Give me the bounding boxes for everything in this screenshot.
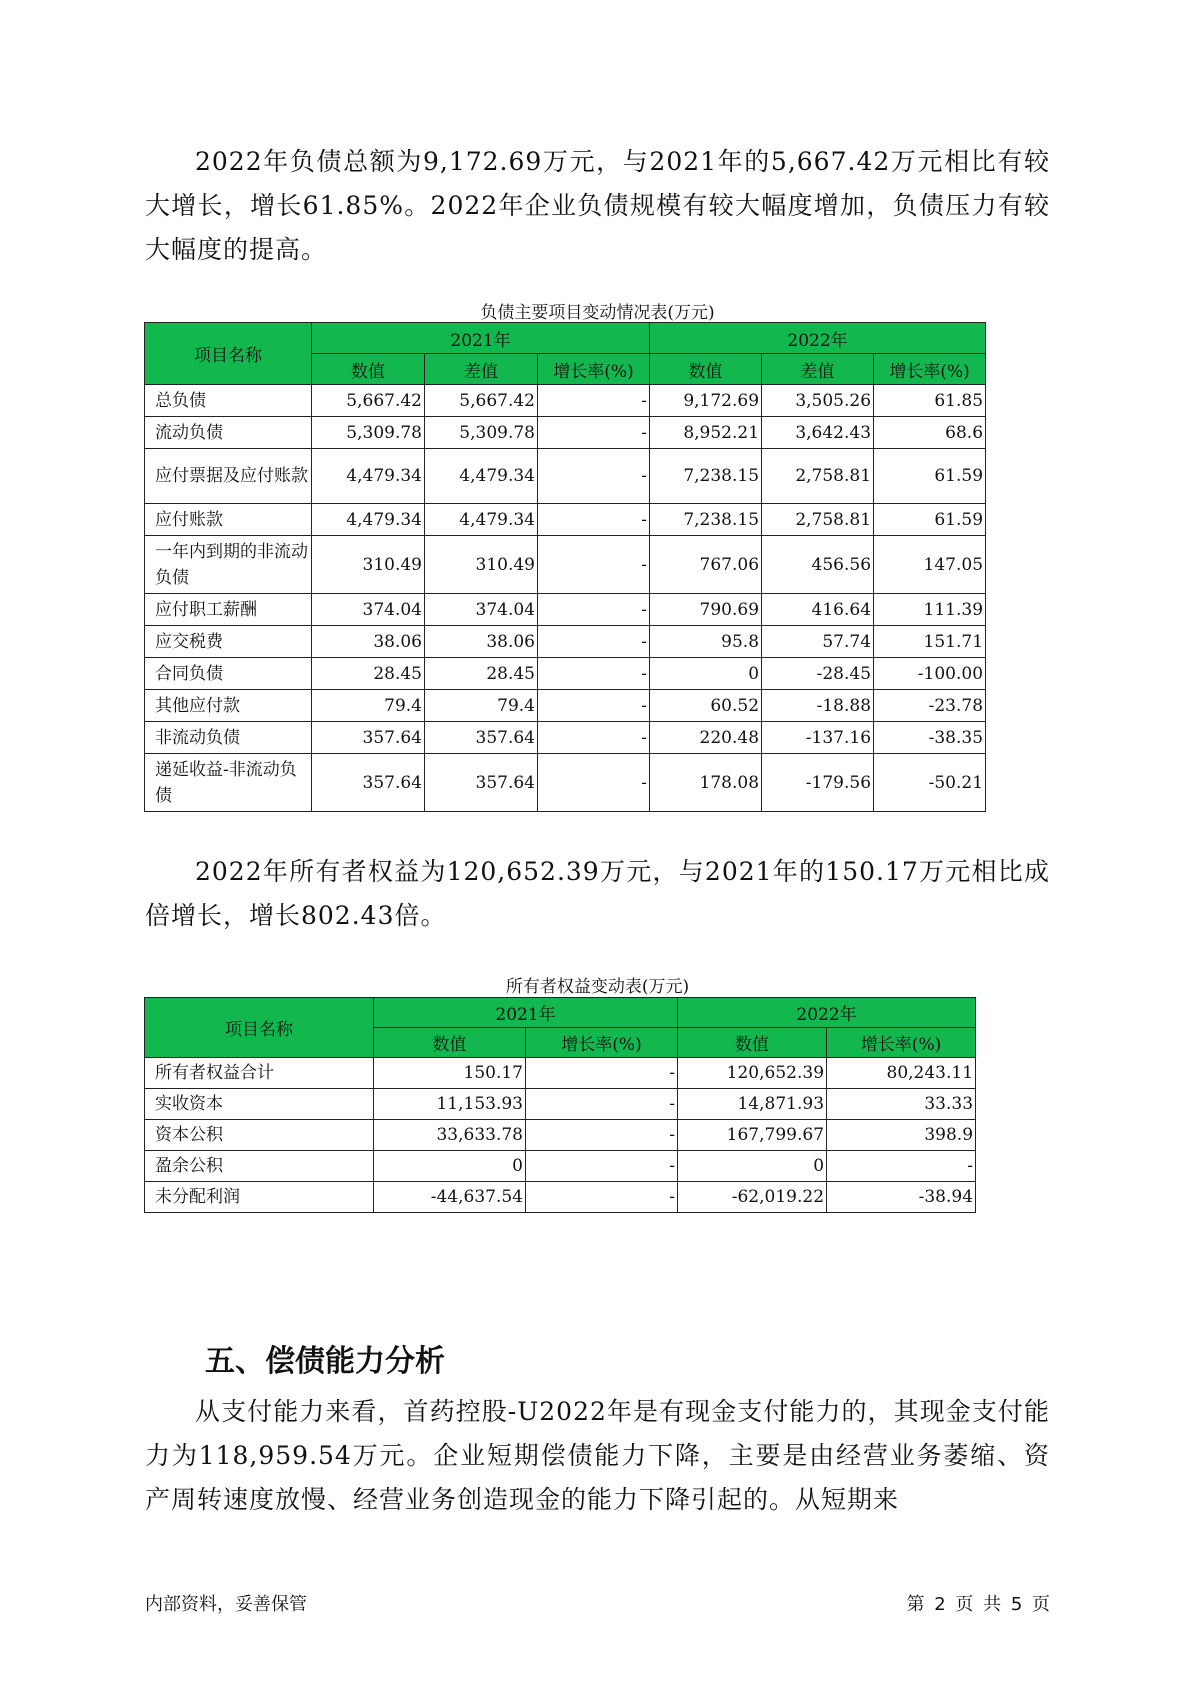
value-2022: 60.52 bbox=[650, 690, 762, 722]
value-2022: 8,952.21 bbox=[650, 417, 762, 449]
row-name: 总负债 bbox=[145, 385, 312, 417]
diff-2022: 3,642.43 bbox=[762, 417, 874, 449]
header-rate: 增长率(%) bbox=[874, 354, 986, 385]
diff-2021: 38.06 bbox=[425, 626, 538, 658]
value-2022: 14,871.93 bbox=[678, 1089, 827, 1120]
value-2022: -62,019.22 bbox=[678, 1182, 827, 1213]
table-row bbox=[145, 594, 986, 626]
header-value: 数值 bbox=[678, 1028, 827, 1058]
value-2022: 120,652.39 bbox=[678, 1058, 827, 1089]
paragraph-solvency: 从支付能力来看，首药控股-U2022年是有现金支付能力的，其现金支付能力为118,959.54万元。企业短期偿债能力下降，主要是由经营业务萎缩、资产周转速度放慢、经营业务创造现金的能力下降引起的。从短期来 bbox=[145, 1397, 1050, 1514]
row-name: 合同负债 bbox=[145, 658, 312, 690]
diff-2021: 357.64 bbox=[425, 754, 538, 812]
rate-2022: -100.00 bbox=[874, 658, 986, 690]
value-2022: 220.48 bbox=[650, 722, 762, 754]
table-row bbox=[145, 417, 986, 449]
rate-2022: -50.21 bbox=[874, 754, 986, 812]
rate-2022: 33.33 bbox=[827, 1089, 976, 1120]
row-name: 应付账款 bbox=[145, 504, 312, 536]
rate-2021: - bbox=[538, 754, 650, 812]
equity-table bbox=[144, 997, 976, 1213]
paragraph-equity: 2022年所有者权益为120,652.39万元，与2021年的150.17万元相比成倍增长，增长802.43倍。 bbox=[145, 857, 1050, 930]
value-2021: 79.4 bbox=[312, 690, 425, 722]
value-2021: 310.49 bbox=[312, 536, 425, 594]
row-name: 其他应付款 bbox=[145, 690, 312, 722]
rate-2022: 61.59 bbox=[874, 449, 986, 504]
row-name: 递延收益-非流动负债 bbox=[145, 754, 312, 812]
diff-2022: -179.56 bbox=[762, 754, 874, 812]
diff-2022: 416.64 bbox=[762, 594, 874, 626]
diff-2022: -137.16 bbox=[762, 722, 874, 754]
diff-2022: 456.56 bbox=[762, 536, 874, 594]
rate-2021: - bbox=[538, 722, 650, 754]
value-2021: 5,309.78 bbox=[312, 417, 425, 449]
header-rate: 增长率(%) bbox=[526, 1028, 678, 1058]
value-2021: 38.06 bbox=[312, 626, 425, 658]
value-2021: -44,637.54 bbox=[374, 1182, 526, 1213]
value-2021: 33,633.78 bbox=[374, 1120, 526, 1151]
rate-2022: 111.39 bbox=[874, 594, 986, 626]
rate-2022: 398.9 bbox=[827, 1120, 976, 1151]
table-row bbox=[145, 1151, 976, 1182]
diff-2022: 57.74 bbox=[762, 626, 874, 658]
table-row bbox=[145, 1182, 976, 1213]
table-row bbox=[145, 385, 986, 417]
diff-2021: 4,479.34 bbox=[425, 504, 538, 536]
row-name: 应交税费 bbox=[145, 626, 312, 658]
rate-2021: - bbox=[538, 449, 650, 504]
table-row bbox=[145, 722, 986, 754]
table2-caption: 所有者权益变动表(万元) bbox=[505, 977, 690, 997]
rate-2021: - bbox=[538, 658, 650, 690]
diff-2022: 2,758.81 bbox=[762, 504, 874, 536]
value-2022: 0 bbox=[650, 658, 762, 690]
value-2022: 9,172.69 bbox=[650, 385, 762, 417]
rate-2022: -38.35 bbox=[874, 722, 986, 754]
header-value: 数值 bbox=[312, 354, 425, 385]
rate-2021: - bbox=[538, 417, 650, 449]
value-2022: 790.69 bbox=[650, 594, 762, 626]
header-value: 数值 bbox=[650, 354, 762, 385]
value-2022: 167,799.67 bbox=[678, 1120, 827, 1151]
diff-2021: 5,309.78 bbox=[425, 417, 538, 449]
footer-note: 内部资料，妥善保管 bbox=[145, 1594, 307, 1615]
diff-2021: 79.4 bbox=[425, 690, 538, 722]
value-2022: 178.08 bbox=[650, 754, 762, 812]
value-2022: 7,238.15 bbox=[650, 449, 762, 504]
row-name: 流动负债 bbox=[145, 417, 312, 449]
rate-2021: - bbox=[538, 594, 650, 626]
diff-2021: 357.64 bbox=[425, 722, 538, 754]
rate-2022: 61.85 bbox=[874, 385, 986, 417]
liabilities-table bbox=[144, 322, 986, 812]
rate-2022: - bbox=[827, 1151, 976, 1182]
value-2021: 4,479.34 bbox=[312, 504, 425, 536]
header-diff: 差值 bbox=[762, 354, 874, 385]
row-name: 所有者权益合计 bbox=[145, 1058, 374, 1089]
table-row bbox=[145, 1089, 976, 1120]
diff-2021: 4,479.34 bbox=[425, 449, 538, 504]
table-row bbox=[145, 449, 986, 504]
header-rate: 增长率(%) bbox=[538, 354, 650, 385]
table-row bbox=[145, 1120, 976, 1151]
rate-2021: - bbox=[526, 1151, 678, 1182]
header-year-2021: 2021年 bbox=[312, 323, 650, 354]
rate-2022: 68.6 bbox=[874, 417, 986, 449]
header-item-name: 项目名称 bbox=[145, 323, 312, 385]
rate-2022: -38.94 bbox=[827, 1182, 976, 1213]
header-diff: 差值 bbox=[425, 354, 538, 385]
value-2021: 28.45 bbox=[312, 658, 425, 690]
value-2021: 11,153.93 bbox=[374, 1089, 526, 1120]
table-row bbox=[145, 658, 986, 690]
value-2021: 5,667.42 bbox=[312, 385, 425, 417]
header-value: 数值 bbox=[374, 1028, 526, 1058]
paragraph-liabilities: 2022年负债总额为9,172.69万元，与2021年的5,667.42万元相比有较大增长，增长61.85%。2022年企业负债规模有较大幅度增加，负债压力有较大幅度的提高。 bbox=[145, 147, 1050, 264]
header-rate: 增长率(%) bbox=[827, 1028, 976, 1058]
rate-2021: - bbox=[526, 1120, 678, 1151]
rate-2022: 151.71 bbox=[874, 626, 986, 658]
diff-2022: -18.88 bbox=[762, 690, 874, 722]
rate-2021: - bbox=[538, 690, 650, 722]
section-title: 五、偿债能力分析 bbox=[205, 1344, 445, 1379]
table-row bbox=[145, 754, 986, 812]
row-name: 一年内到期的非流动负债 bbox=[145, 536, 312, 594]
value-2021: 357.64 bbox=[312, 722, 425, 754]
table-row bbox=[145, 504, 986, 536]
rate-2021: - bbox=[526, 1182, 678, 1213]
value-2022: 95.8 bbox=[650, 626, 762, 658]
header-year-2021: 2021年 bbox=[374, 998, 678, 1028]
value-2022: 7,238.15 bbox=[650, 504, 762, 536]
row-name: 未分配利润 bbox=[145, 1182, 374, 1213]
rate-2021: - bbox=[538, 536, 650, 594]
diff-2022: -28.45 bbox=[762, 658, 874, 690]
value-2021: 374.04 bbox=[312, 594, 425, 626]
value-2021: 357.64 bbox=[312, 754, 425, 812]
row-name: 盈余公积 bbox=[145, 1151, 374, 1182]
diff-2021: 374.04 bbox=[425, 594, 538, 626]
row-name: 非流动负债 bbox=[145, 722, 312, 754]
table-row bbox=[145, 536, 986, 594]
value-2021: 4,479.34 bbox=[312, 449, 425, 504]
rate-2021: - bbox=[538, 626, 650, 658]
diff-2021: 5,667.42 bbox=[425, 385, 538, 417]
rate-2022: 147.05 bbox=[874, 536, 986, 594]
header-item-name: 项目名称 bbox=[145, 998, 374, 1058]
row-name: 资本公积 bbox=[145, 1120, 374, 1151]
rate-2021: - bbox=[538, 504, 650, 536]
diff-2022: 3,505.26 bbox=[762, 385, 874, 417]
row-name: 应付票据及应付账款 bbox=[145, 449, 312, 504]
header-year-2022: 2022年 bbox=[650, 323, 986, 354]
diff-2021: 28.45 bbox=[425, 658, 538, 690]
diff-2022: 2,758.81 bbox=[762, 449, 874, 504]
table-row bbox=[145, 1058, 976, 1089]
table-row bbox=[145, 626, 986, 658]
rate-2021: - bbox=[526, 1089, 678, 1120]
diff-2021: 310.49 bbox=[425, 536, 538, 594]
row-name: 应付职工薪酬 bbox=[145, 594, 312, 626]
rate-2021: - bbox=[526, 1058, 678, 1089]
header-year-2022: 2022年 bbox=[678, 998, 976, 1028]
rate-2022: -23.78 bbox=[874, 690, 986, 722]
value-2021: 0 bbox=[374, 1151, 526, 1182]
table1-caption: 负债主要项目变动情况表(万元) bbox=[480, 303, 715, 323]
rate-2021: - bbox=[538, 385, 650, 417]
table-row bbox=[145, 690, 986, 722]
rate-2022: 80,243.11 bbox=[827, 1058, 976, 1089]
value-2022: 0 bbox=[678, 1151, 827, 1182]
row-name: 实收资本 bbox=[145, 1089, 374, 1120]
page-number: 第 2 页 共 5 页 bbox=[906, 1594, 1050, 1615]
value-2021: 150.17 bbox=[374, 1058, 526, 1089]
rate-2022: 61.59 bbox=[874, 504, 986, 536]
value-2022: 767.06 bbox=[650, 536, 762, 594]
